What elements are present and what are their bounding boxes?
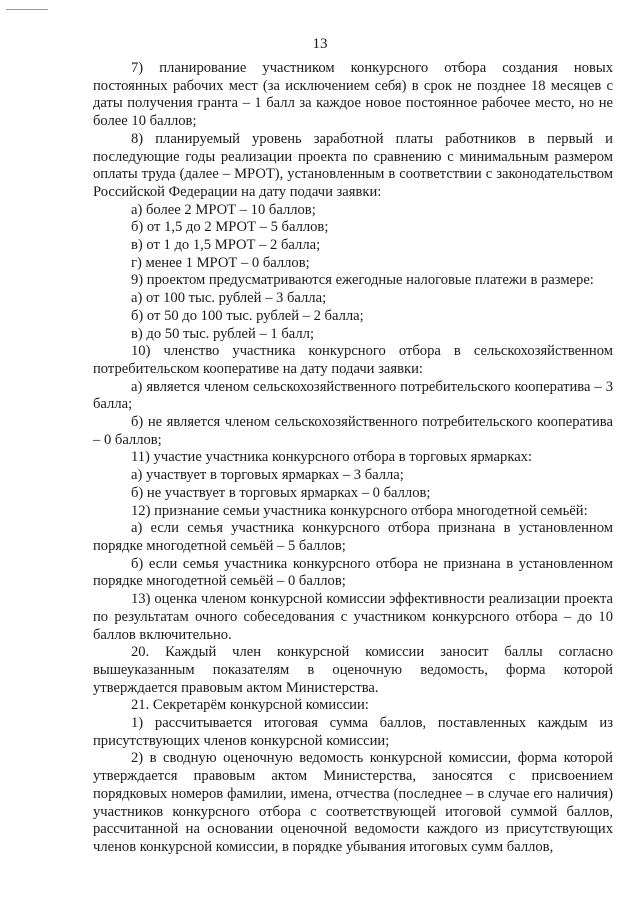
paragraph-item-10: 10) членство участника конкурсного отбора в сельскохозяйственном потребительском кооперативе на дату подачи заявки: (93, 343, 613, 377)
paragraph-item-10b: б) не является членом сельскохозяйственного потребительского кооператива – 0 баллов; (93, 414, 613, 448)
paragraph-item-12b: б) если семья участника конкурсного отбора не признана в установленном порядке многодетной семьёй – 0 баллов; (93, 555, 613, 590)
paragraph-item-9v: в) до 50 тыс. рублей – 1 балл; (131, 325, 314, 342)
paragraph-section-21: 21. Секретарём конкурсной комиссии: (131, 697, 369, 714)
paragraph-section-21-2: 2) в сводную оценочную ведомость конкурсной комиссии, форма которой утверждается правовым актом Министерства, заносятся с присвоением порядковых номеров фамилии, имена, отчества (последнее – в случае его наличия) участников конкурсного отбора с соответствующей итоговой суммой баллов, рассчитанной на основании оценочной ведомости каждого из присутствующих членов конкурсной комиссии, в порядке убывания итоговых сумм баллов, (93, 750, 613, 855)
paragraph-item-13: 13) оценка членом конкурсной комиссии эффективности реализации проекта по результатам очного собеседования с участником конкурсного отбора – до 10 баллов включительно. (93, 591, 613, 643)
paragraph-item-12: 12) признание семьи участника конкурсного отбора многодетной семьёй: (131, 502, 588, 519)
paragraph-item-8g: г) менее 1 МРОТ – 0 баллов; (131, 254, 310, 271)
paragraph-section-20: 20. Каждый член конкурсной комиссии заносит баллы согласно вышеуказанным показателям в оценочную ведомость, форма которой утверждается правовым актом Министерства. (93, 644, 613, 696)
paragraph-item-8: 8) планируемый уровень заработной платы работников в первый и последующие годы реализации проекта по сравнению с минимальным размером оплаты труда (далее – МРОТ), установленным в соответствии с законодательством Российской Федерации на дату подачи заявки: (93, 130, 613, 200)
document-body (93, 60, 613, 857)
paragraph-item-8a: а) более 2 МРОТ – 10 баллов; (131, 201, 316, 218)
paragraph-section-21-1: 1) рассчитывается итоговая сумма баллов, поставленных каждым из присутствующих членов конкурсной комиссии; (93, 715, 613, 749)
paragraph-item-9: 9) проектом предусматриваются ежегодные налоговые платежи в размере: (131, 272, 594, 289)
scan-corner-mark (6, 9, 48, 10)
paragraph-item-11b: б) не участвует в торговых ярмарках – 0 баллов; (131, 484, 431, 501)
paragraph-item-7: 7) планирование участником конкурсного отбора создания новых постоянных рабочих мест (за исключением себя) в срок не позднее 18 месяцев с даты получения гранта – 1 балл за каждое новое постоянное рабочее место, но не более 10 баллов; (93, 60, 613, 130)
page-number: 13 (312, 36, 328, 52)
paragraph-item-10a: а) является членом сельскохозяйственного потребительского кооператива – 3 балла; (93, 378, 613, 413)
paragraph-item-11a: а) участвует в торговых ярмарках – 3 балла; (131, 467, 404, 484)
paragraph-item-8b: б) от 1,5 до 2 МРОТ – 5 баллов; (131, 219, 329, 236)
paragraph-item-12a: а) если семья участника конкурсного отбора признана в установленном порядке многодетной семьёй – 5 баллов; (93, 520, 613, 554)
paragraph-item-9a: а) от 100 тыс. рублей – 3 балла; (131, 290, 327, 307)
paragraph-item-8v: в) от 1 до 1,5 МРОТ – 2 балла; (131, 237, 321, 254)
paragraph-item-11: 11) участие участника конкурсного отбора в торговых ярмарках: (131, 449, 533, 466)
paragraph-item-9b: б) от 50 до 100 тыс. рублей – 2 балла; (131, 307, 364, 324)
